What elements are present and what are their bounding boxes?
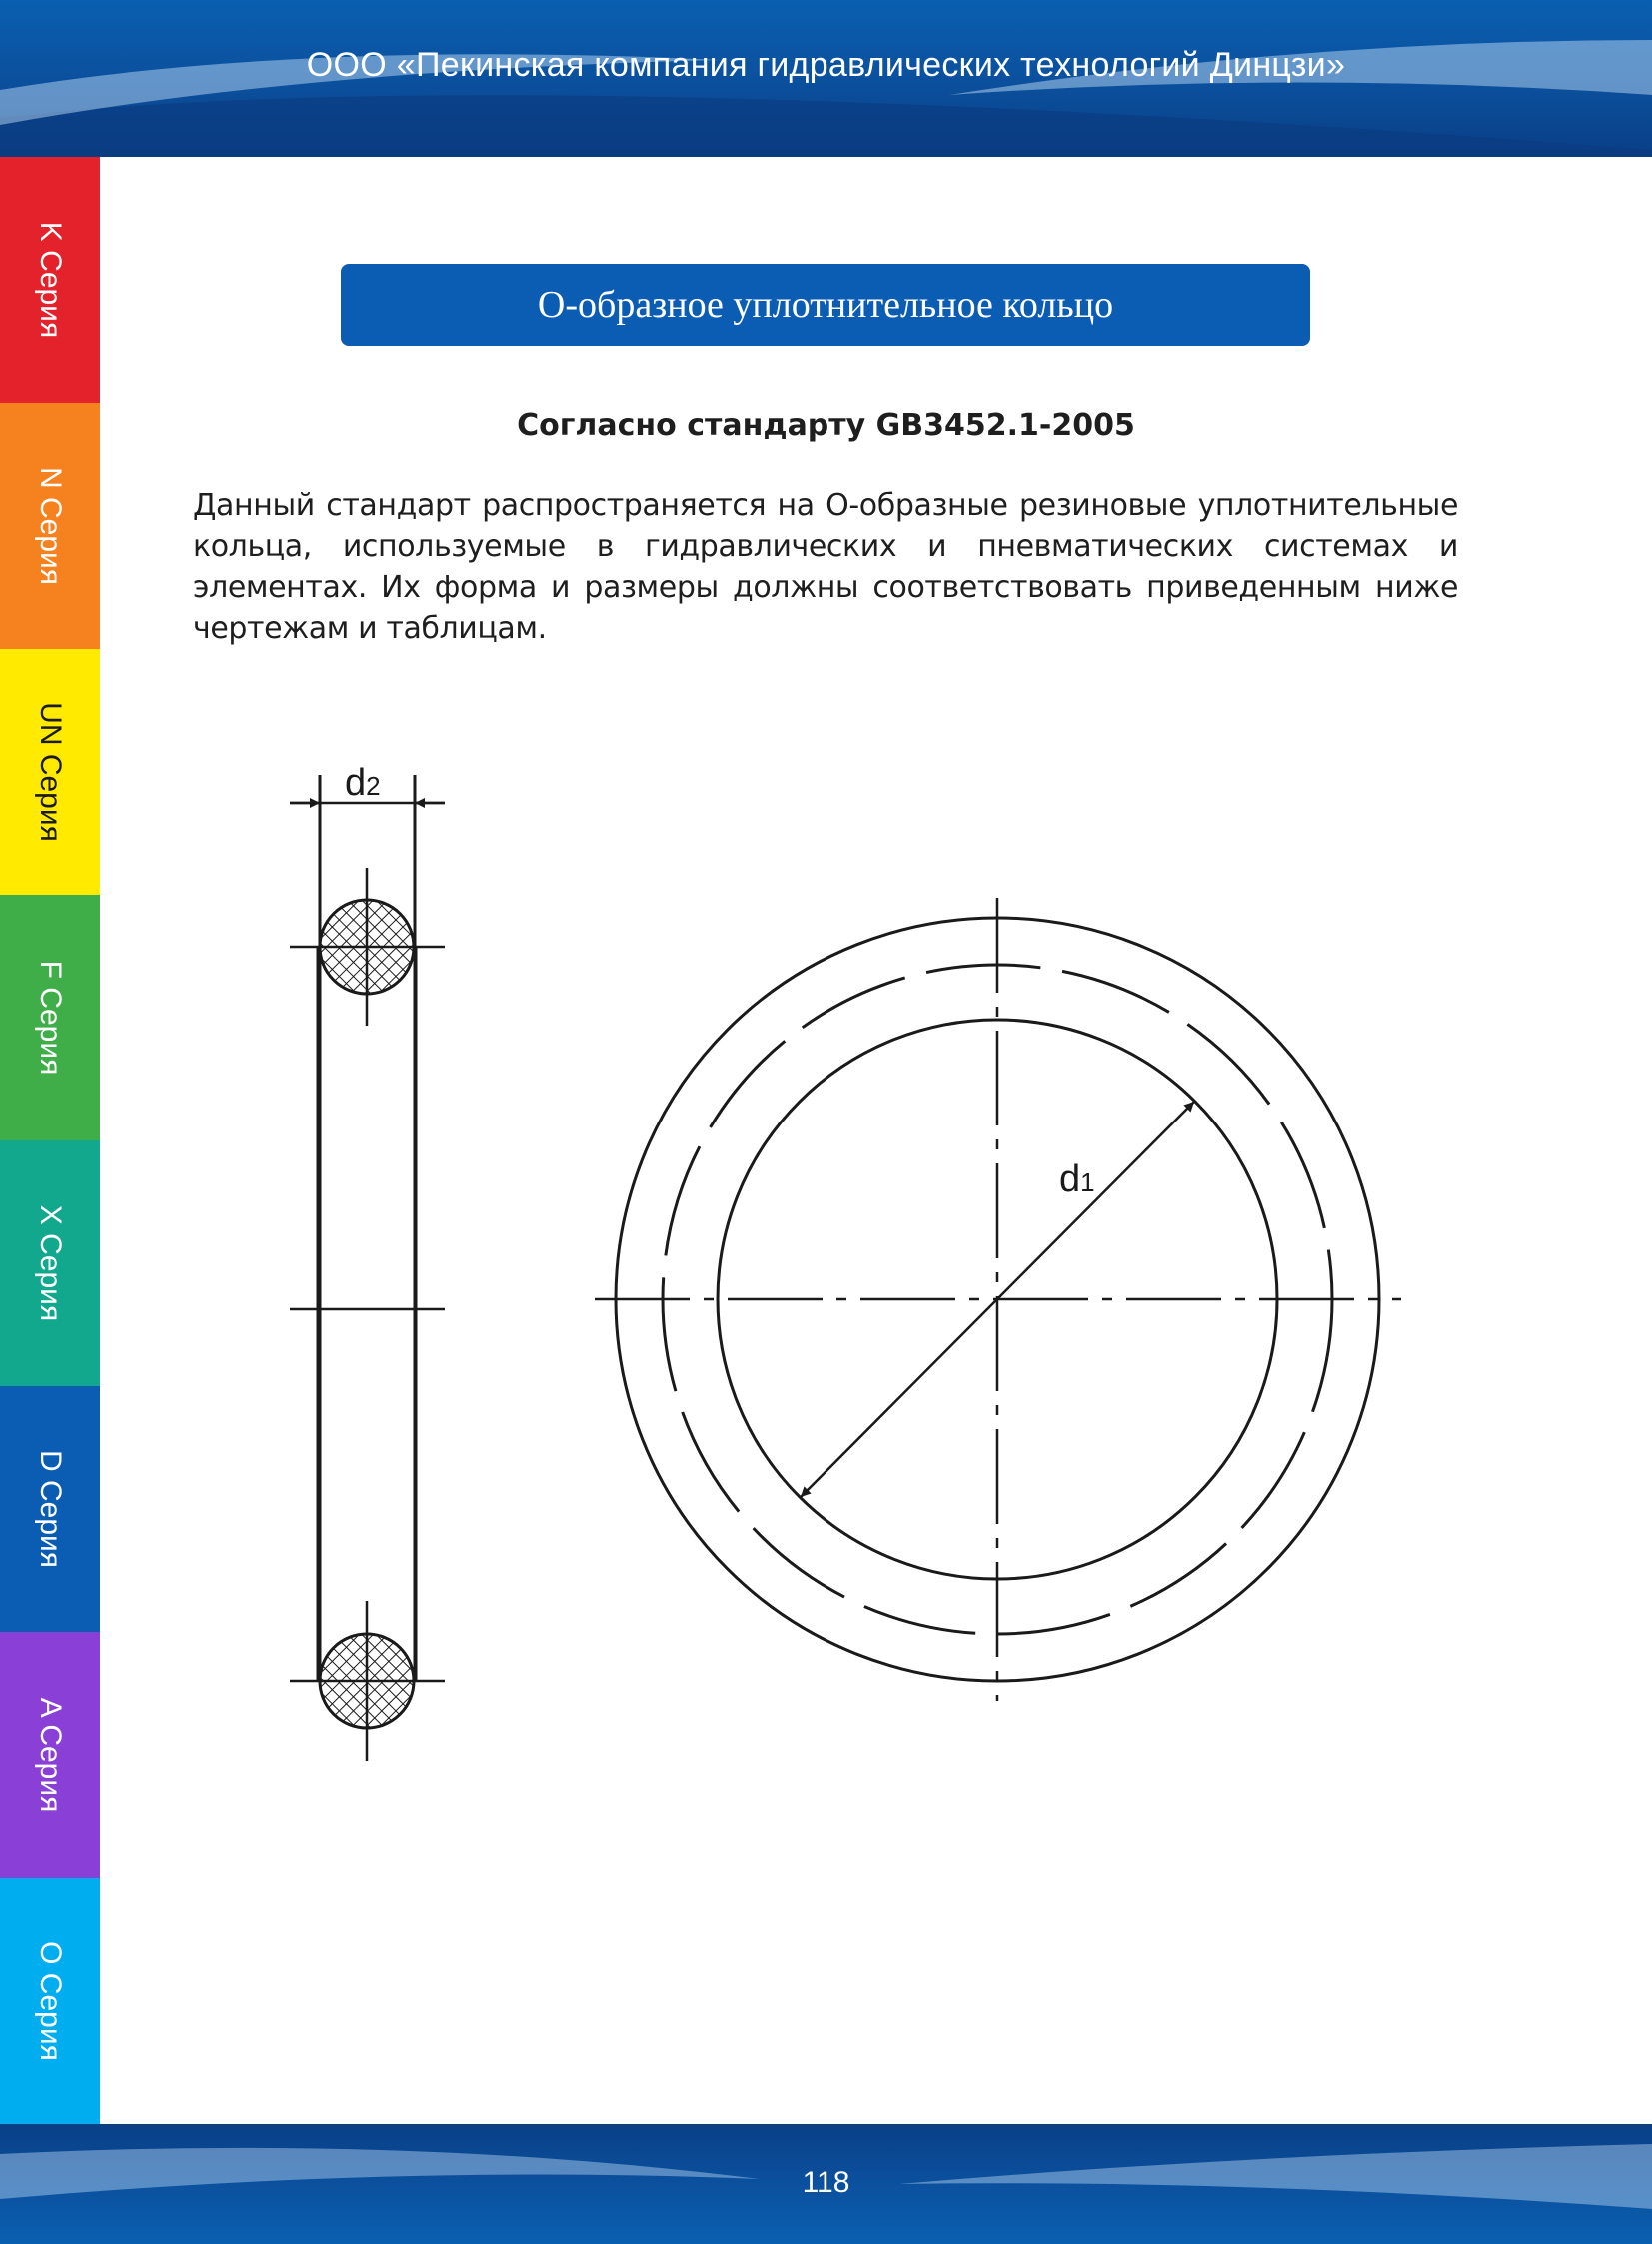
d2-label: d2 bbox=[345, 762, 381, 804]
page-number: 118 bbox=[802, 2166, 850, 2199]
front-view bbox=[595, 898, 1401, 1701]
section-title: О-образное уплотнительное кольцо bbox=[341, 264, 1310, 346]
series-tab-label: D Серия bbox=[34, 1449, 67, 1569]
d1-label: d1 bbox=[1059, 1158, 1095, 1200]
series-tab-label: F Серия bbox=[34, 960, 67, 1076]
series-tab-label: X Серия bbox=[34, 1204, 67, 1322]
description-text: Данный стандарт распространяется на О-образные резиновые уплотнительные кольца, используемые в гидравлических и пневматических системах и элементах. Их форма и размеры должны соответствовать приведенным ниже чертежам и таблицам. bbox=[193, 488, 1458, 646]
series-tab-label: A Серия bbox=[34, 1697, 67, 1813]
header-title: ООО «Пекинская компания гидравлических технологий Динцзи» bbox=[306, 46, 1346, 84]
side-view bbox=[290, 775, 445, 1761]
series-tab-label: O Серия bbox=[34, 1941, 67, 2061]
series-tab-label: UN Серия bbox=[34, 702, 67, 842]
series-tab-label: K Серия bbox=[34, 221, 67, 339]
standard-subtitle: Согласно стандарту GB3452.1-2005 bbox=[517, 408, 1135, 443]
page-footer bbox=[0, 2124, 1652, 2244]
series-tab-label: N Серия bbox=[34, 466, 67, 586]
